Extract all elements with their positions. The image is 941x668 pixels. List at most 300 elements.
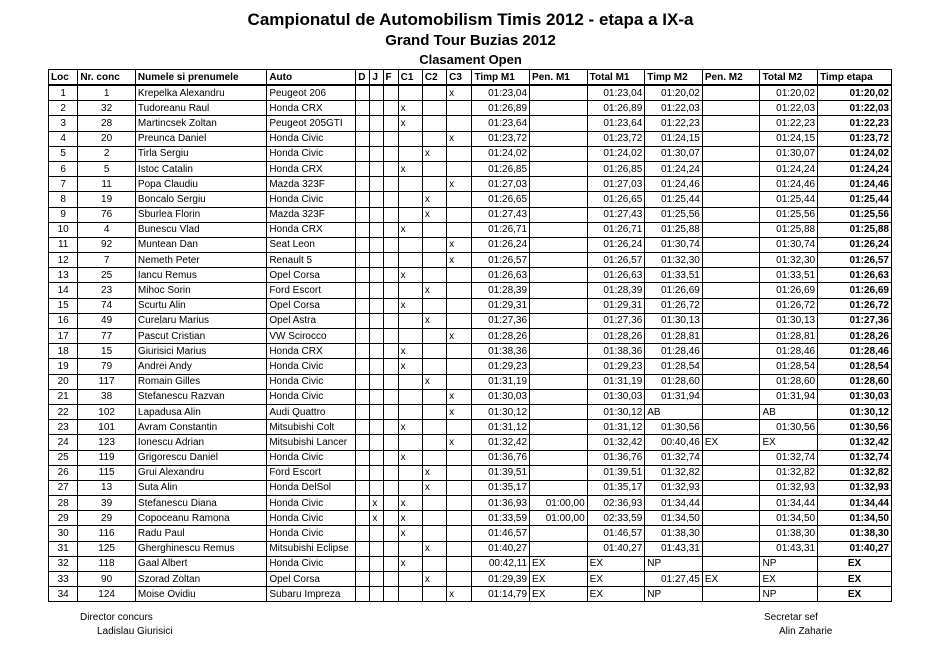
table-cell: 01:30,07: [760, 146, 818, 161]
table-cell: 01:29,23: [472, 359, 530, 374]
table-cell: Grui Alexandru: [135, 465, 266, 480]
table-cell: x: [398, 101, 422, 116]
table-row: [49, 101, 892, 116]
table-cell: [398, 85, 422, 101]
table-cell: 27: [49, 480, 78, 495]
table-cell: x: [447, 177, 472, 192]
table-cell: [370, 85, 383, 101]
table-cell: EX: [760, 572, 818, 587]
table-cell: 115: [78, 465, 136, 480]
table-cell: [370, 465, 383, 480]
table-cell: 34: [49, 587, 78, 602]
table-cell: [356, 511, 370, 526]
table-cell: 01:24,46: [645, 177, 703, 192]
table-cell: 01:29,23: [587, 359, 645, 374]
table-cell: [702, 404, 760, 419]
table-cell: [530, 344, 588, 359]
table-cell: 23: [78, 283, 136, 298]
table-cell: 01:34,50: [645, 511, 703, 526]
table-cell: 01:28,46: [645, 344, 703, 359]
table-cell: [383, 161, 398, 176]
table-cell: Ford Escort: [267, 465, 356, 480]
table-cell: Istoc Catalin: [135, 161, 266, 176]
table-row: [49, 207, 892, 222]
table-cell: 01:28,54: [760, 359, 818, 374]
table-cell: Honda CRX: [267, 161, 356, 176]
table-cell: [398, 374, 422, 389]
table-cell: 01:24,24: [760, 161, 818, 176]
table-cell: Bunescu Vlad: [135, 222, 266, 237]
table-cell: [370, 131, 383, 146]
table-cell: 01:38,36: [587, 344, 645, 359]
table-cell: [702, 587, 760, 602]
table-cell: [530, 465, 588, 480]
table-cell: [530, 359, 588, 374]
table-cell: [383, 465, 398, 480]
table-cell: 01:28,39: [472, 283, 530, 298]
table-row: [49, 450, 892, 465]
table-cell: [702, 222, 760, 237]
table-cell: [447, 146, 472, 161]
table-cell: [383, 101, 398, 116]
table-cell: [356, 556, 370, 571]
table-row: [49, 192, 892, 207]
table-cell: 7: [49, 177, 78, 192]
table-cell: [447, 420, 472, 435]
table-cell: [356, 101, 370, 116]
table-cell: Ionescu Adrian: [135, 435, 266, 450]
table-cell: [356, 344, 370, 359]
table-cell: 123: [78, 435, 136, 450]
table-cell: 01:26,24: [472, 237, 530, 252]
table-cell: [356, 131, 370, 146]
table-cell: [356, 374, 370, 389]
table-cell: [370, 161, 383, 176]
table-cell: [422, 329, 446, 344]
table-cell: 01:23,72: [587, 131, 645, 146]
table-row: [49, 511, 892, 526]
table-cell: [530, 268, 588, 283]
table-cell: [356, 541, 370, 556]
table-cell: 01:31,12: [587, 420, 645, 435]
table-cell: 01:26,89: [472, 101, 530, 116]
table-cell: 19: [49, 359, 78, 374]
table-cell: 00:40,46: [645, 435, 703, 450]
table-cell: 01:30,56: [760, 420, 818, 435]
table-cell: [356, 192, 370, 207]
table-cell: [356, 526, 370, 541]
table-row: [49, 496, 892, 511]
table-cell: x: [447, 131, 472, 146]
table-cell: Iancu Remus: [135, 268, 266, 283]
table-cell: [383, 541, 398, 556]
table-cell: 49: [78, 313, 136, 328]
table-cell: [398, 146, 422, 161]
table-cell: 01:23,64: [587, 116, 645, 131]
table-cell: Honda Civic: [267, 146, 356, 161]
table-cell: [383, 359, 398, 374]
table-cell: [356, 359, 370, 374]
table-cell: 01:30,12: [818, 404, 892, 419]
table-cell: [422, 344, 446, 359]
table-cell: Opel Corsa: [267, 268, 356, 283]
table-cell: x: [398, 511, 422, 526]
table-cell: Nemeth Peter: [135, 253, 266, 268]
table-cell: 01:14,79: [472, 587, 530, 602]
table-cell: [383, 404, 398, 419]
table-cell: 4: [49, 131, 78, 146]
table-cell: x: [447, 404, 472, 419]
table-cell: [530, 480, 588, 495]
table-cell: [356, 177, 370, 192]
table-cell: Popa Claudiu: [135, 177, 266, 192]
table-cell: 01:26,65: [472, 192, 530, 207]
table-cell: Sburlea Florin: [135, 207, 266, 222]
table-cell: 01:28,46: [760, 344, 818, 359]
table-cell: x: [398, 450, 422, 465]
table-cell: Ford Escort: [267, 283, 356, 298]
table-cell: 01:23,04: [587, 85, 645, 101]
table-cell: [383, 526, 398, 541]
table-cell: 01:20,02: [760, 85, 818, 101]
table-cell: x: [447, 389, 472, 404]
table-cell: [383, 511, 398, 526]
table-cell: 01:27,45: [645, 572, 703, 587]
table-cell: 01:29,39: [472, 572, 530, 587]
table-cell: 11: [78, 177, 136, 192]
table-cell: 32: [49, 556, 78, 571]
table-cell: 9: [49, 207, 78, 222]
table-cell: [383, 389, 398, 404]
table-cell: 01:26,63: [587, 268, 645, 283]
table-cell: Opel Astra: [267, 313, 356, 328]
table-cell: 01:25,88: [818, 222, 892, 237]
table-cell: x: [422, 192, 446, 207]
table-cell: 01:31,12: [472, 420, 530, 435]
table-cell: NP: [760, 587, 818, 602]
table-cell: 31: [49, 541, 78, 556]
table-cell: 16: [49, 313, 78, 328]
table-cell: [530, 161, 588, 176]
column-header: C1: [398, 70, 422, 86]
table-cell: Honda Civic: [267, 131, 356, 146]
table-cell: x: [398, 496, 422, 511]
table-cell: [447, 192, 472, 207]
table-cell: 01:28,81: [760, 329, 818, 344]
table-cell: 13: [49, 268, 78, 283]
table-header-row: [49, 70, 892, 86]
table-cell: [422, 268, 446, 283]
table-cell: 18: [49, 344, 78, 359]
table-cell: 01:32,93: [760, 480, 818, 495]
table-cell: 01:30,12: [587, 404, 645, 419]
table-cell: x: [422, 283, 446, 298]
table-cell: [370, 374, 383, 389]
table-cell: [383, 374, 398, 389]
table-row: [49, 480, 892, 495]
table-cell: 01:22,03: [760, 101, 818, 116]
table-cell: [398, 131, 422, 146]
table-cell: Andrei Andy: [135, 359, 266, 374]
table-cell: NP: [645, 556, 703, 571]
table-row: [49, 131, 892, 146]
table-row: [49, 253, 892, 268]
table-cell: Honda Civic: [267, 526, 356, 541]
table-cell: [530, 541, 588, 556]
table-cell: 01:25,88: [760, 222, 818, 237]
table-cell: NP: [645, 587, 703, 602]
table-cell: 01:38,36: [472, 344, 530, 359]
table-cell: [356, 116, 370, 131]
table-row: [49, 389, 892, 404]
table-cell: [447, 450, 472, 465]
table-cell: 01:00,00: [530, 496, 588, 511]
table-cell: [370, 298, 383, 313]
table-cell: 21: [49, 389, 78, 404]
table-cell: [530, 389, 588, 404]
table-cell: [702, 237, 760, 252]
table-cell: Mazda 323F: [267, 177, 356, 192]
table-cell: 01:28,60: [818, 374, 892, 389]
table-cell: Gaal Albert: [135, 556, 266, 571]
document-title: Campionatul de Automobilism Timis 2012 - etapa a IX-a: [247, 10, 694, 29]
table-cell: 77: [78, 329, 136, 344]
table-cell: 01:28,26: [472, 329, 530, 344]
table-cell: [447, 511, 472, 526]
table-cell: [702, 268, 760, 283]
table-cell: [370, 572, 383, 587]
table-cell: [383, 131, 398, 146]
table-cell: [370, 283, 383, 298]
table-cell: 01:25,56: [818, 207, 892, 222]
table-cell: [383, 268, 398, 283]
table-cell: [383, 329, 398, 344]
table-cell: Krepelka Alexandru: [135, 85, 266, 101]
table-cell: 38: [78, 389, 136, 404]
table-cell: [398, 572, 422, 587]
table-cell: [383, 344, 398, 359]
table-cell: [422, 556, 446, 571]
table-cell: [370, 146, 383, 161]
table-cell: [383, 420, 398, 435]
table-cell: 15: [78, 344, 136, 359]
table-cell: [383, 480, 398, 495]
table-cell: 5: [49, 146, 78, 161]
table-cell: [530, 313, 588, 328]
table-cell: x: [398, 420, 422, 435]
table-cell: 01:27,36: [818, 313, 892, 328]
table-cell: x: [422, 374, 446, 389]
secretary-name: Alin Zaharie: [779, 626, 833, 637]
table-cell: x: [398, 298, 422, 313]
table-cell: AB: [645, 404, 703, 419]
table-cell: 01:20,02: [645, 85, 703, 101]
table-cell: [383, 556, 398, 571]
table-cell: 30: [49, 526, 78, 541]
table-cell: Gherghinescu Remus: [135, 541, 266, 556]
table-cell: 01:32,42: [818, 435, 892, 450]
table-cell: x: [398, 344, 422, 359]
table-cell: [383, 207, 398, 222]
table-cell: [398, 192, 422, 207]
column-header: J: [370, 70, 383, 86]
table-cell: 23: [49, 420, 78, 435]
column-header: Timp M2: [645, 70, 703, 86]
table-cell: [383, 496, 398, 511]
table-cell: 124: [78, 587, 136, 602]
table-cell: 15: [49, 298, 78, 313]
table-cell: Martincsek Zoltan: [135, 116, 266, 131]
table-cell: Stefanescu Razvan: [135, 389, 266, 404]
table-cell: 01:28,81: [645, 329, 703, 344]
table-cell: [398, 480, 422, 495]
table-cell: 01:34,44: [645, 496, 703, 511]
table-cell: 117: [78, 374, 136, 389]
table-cell: [356, 313, 370, 328]
table-cell: [383, 192, 398, 207]
table-cell: 01:32,42: [472, 435, 530, 450]
table-cell: [422, 450, 446, 465]
table-cell: x: [370, 511, 383, 526]
column-header: Total M1: [587, 70, 645, 86]
table-cell: Honda CRX: [267, 101, 356, 116]
table-cell: [370, 420, 383, 435]
table-cell: 19: [78, 192, 136, 207]
table-cell: x: [447, 329, 472, 344]
table-cell: [530, 177, 588, 192]
table-cell: 01:36,93: [472, 496, 530, 511]
table-cell: Mitsubishi Eclipse: [267, 541, 356, 556]
table-cell: 01:32,82: [645, 465, 703, 480]
table-row: [49, 344, 892, 359]
table-cell: 25: [78, 268, 136, 283]
table-cell: 20: [49, 374, 78, 389]
table-cell: [370, 313, 383, 328]
table-cell: 01:26,69: [760, 283, 818, 298]
table-cell: 01:29,31: [472, 298, 530, 313]
table-cell: 01:34,44: [818, 496, 892, 511]
table-cell: [356, 207, 370, 222]
table-cell: 01:28,26: [818, 329, 892, 344]
table-cell: Tirla Sergiu: [135, 146, 266, 161]
table-cell: [702, 556, 760, 571]
column-header: Nr. conc: [78, 70, 136, 86]
table-cell: 01:27,03: [472, 177, 530, 192]
table-cell: [356, 329, 370, 344]
table-cell: x: [422, 541, 446, 556]
table-cell: [356, 253, 370, 268]
table-cell: [398, 313, 422, 328]
table-cell: Honda Civic: [267, 511, 356, 526]
table-cell: EX: [818, 572, 892, 587]
column-header: Loc: [49, 70, 78, 86]
table-cell: [447, 526, 472, 541]
table-cell: 01:23,04: [472, 85, 530, 101]
table-cell: [398, 329, 422, 344]
table-cell: 01:22,03: [818, 101, 892, 116]
table-cell: [356, 450, 370, 465]
table-cell: 01:24,46: [760, 177, 818, 192]
table-cell: [398, 283, 422, 298]
table-cell: Muntean Dan: [135, 237, 266, 252]
table-cell: [447, 268, 472, 283]
table-cell: 01:24,24: [818, 161, 892, 176]
table-cell: 119: [78, 450, 136, 465]
table-cell: 74: [78, 298, 136, 313]
table-cell: 01:23,72: [818, 131, 892, 146]
table-cell: EX: [587, 572, 645, 587]
table-cell: x: [398, 161, 422, 176]
table-cell: EX: [530, 587, 588, 602]
table-cell: [422, 298, 446, 313]
table-cell: 01:22,03: [645, 101, 703, 116]
table-cell: 01:26,65: [587, 192, 645, 207]
table-cell: x: [422, 146, 446, 161]
table-cell: 01:28,26: [587, 329, 645, 344]
table-cell: [370, 329, 383, 344]
table-cell: Renault 5: [267, 253, 356, 268]
table-cell: 01:26,71: [472, 222, 530, 237]
table-cell: 01:38,30: [645, 526, 703, 541]
table-cell: 01:38,30: [760, 526, 818, 541]
table-cell: [356, 496, 370, 511]
table-cell: 4: [78, 222, 136, 237]
table-cell: Lapadusa Alin: [135, 404, 266, 419]
table-cell: [422, 253, 446, 268]
table-cell: Radu Paul: [135, 526, 266, 541]
table-cell: [356, 587, 370, 602]
column-header: Total M2: [760, 70, 818, 86]
table-cell: [398, 465, 422, 480]
table-cell: [356, 85, 370, 101]
table-cell: 01:31,19: [587, 374, 645, 389]
table-cell: [447, 101, 472, 116]
table-cell: 20: [78, 131, 136, 146]
table-cell: 01:40,27: [818, 541, 892, 556]
column-header: Numele si prenumele: [135, 70, 266, 86]
table-cell: [370, 404, 383, 419]
table-cell: 01:28,54: [818, 359, 892, 374]
table-cell: Preunca Daniel: [135, 131, 266, 146]
table-cell: 01:34,50: [818, 511, 892, 526]
table-cell: Honda DelSol: [267, 480, 356, 495]
table-cell: [422, 404, 446, 419]
table-cell: 01:22,23: [760, 116, 818, 131]
table-cell: [370, 207, 383, 222]
table-cell: 28: [49, 496, 78, 511]
table-cell: [702, 283, 760, 298]
table-cell: EX: [818, 556, 892, 571]
column-header: C3: [447, 70, 472, 86]
table-cell: 5: [78, 161, 136, 176]
table-cell: 00:42,11: [472, 556, 530, 571]
table-cell: Stefanescu Diana: [135, 496, 266, 511]
table-cell: 92: [78, 237, 136, 252]
table-cell: 01:24,02: [818, 146, 892, 161]
table-cell: [422, 177, 446, 192]
table-cell: [447, 161, 472, 176]
table-cell: x: [398, 222, 422, 237]
table-cell: Peugeot 206: [267, 85, 356, 101]
table-cell: x: [398, 359, 422, 374]
table-cell: [530, 435, 588, 450]
table-cell: [398, 435, 422, 450]
table-cell: [398, 253, 422, 268]
table-cell: [530, 253, 588, 268]
table-cell: 11: [49, 237, 78, 252]
table-row: [49, 374, 892, 389]
table-cell: x: [422, 313, 446, 328]
